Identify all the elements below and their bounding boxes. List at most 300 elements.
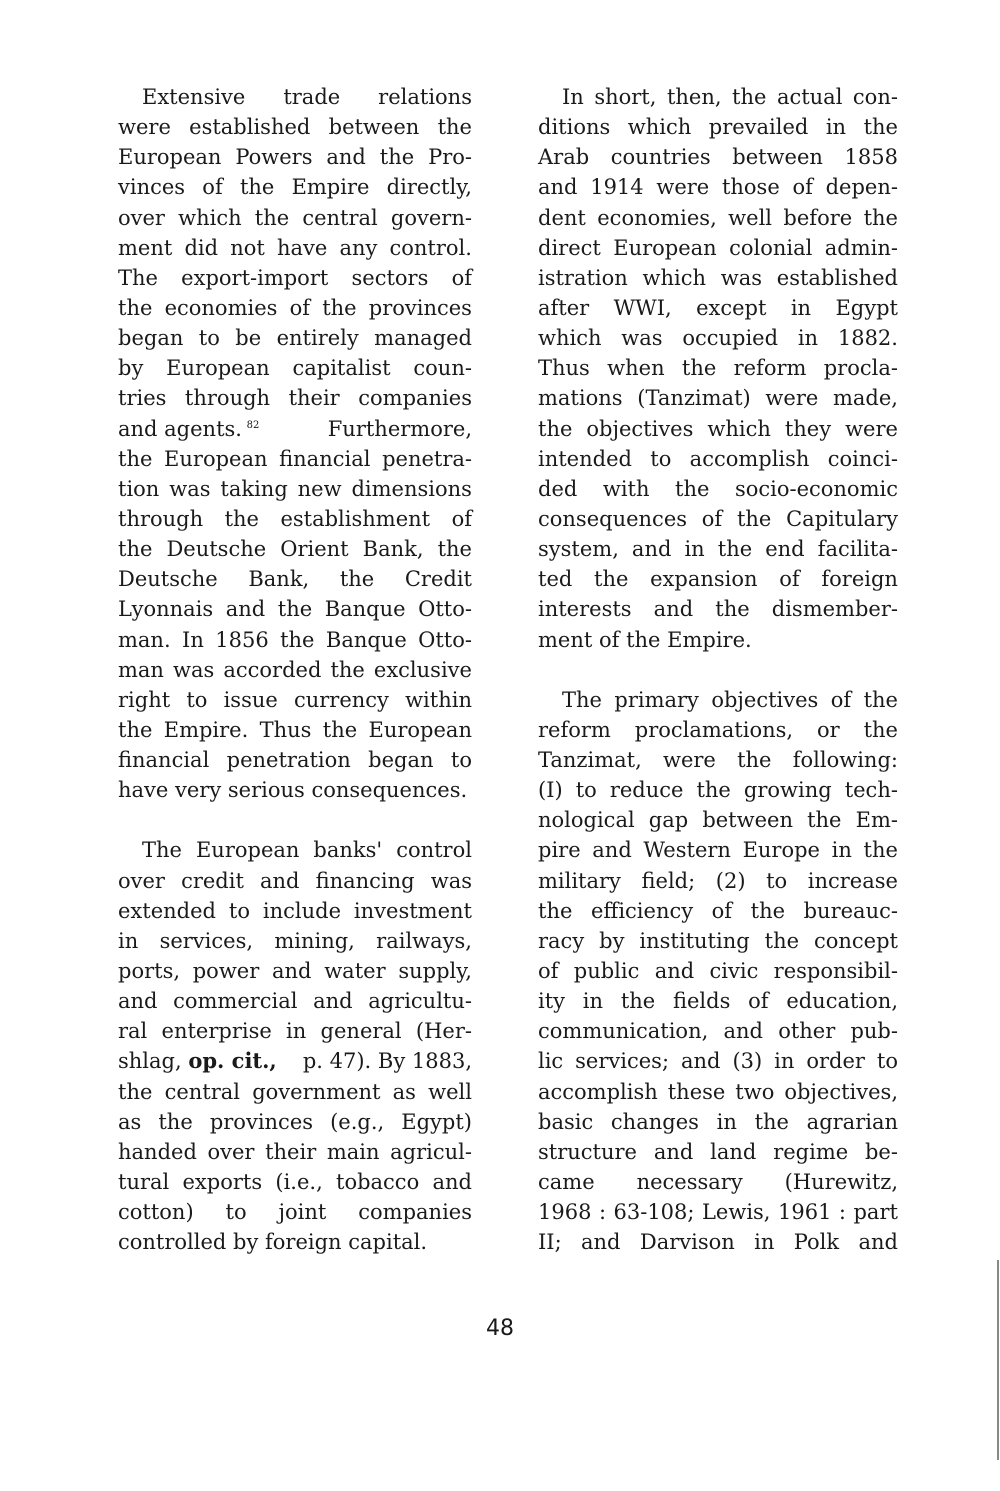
text-line	[118, 655, 472, 685]
word: in	[831, 838, 852, 863]
word: Tanzimat,	[538, 747, 642, 772]
word: the	[239, 175, 275, 200]
word: other	[778, 1019, 836, 1044]
paragraph	[538, 82, 898, 655]
word: services;	[575, 1049, 670, 1074]
word: by	[599, 928, 625, 953]
text-line-with-footnote	[118, 414, 472, 444]
word: racy	[538, 928, 585, 953]
word: (I)	[538, 778, 563, 803]
text-line	[538, 594, 898, 624]
word: Capitulary	[786, 506, 898, 531]
word: (e.g.,	[330, 1109, 385, 1134]
word: colonial	[729, 235, 813, 260]
word: which	[627, 115, 692, 140]
word: and	[653, 1139, 694, 1164]
text-line	[118, 444, 472, 474]
word: procla-	[823, 356, 898, 381]
word: Western	[643, 838, 731, 863]
text-line	[118, 233, 472, 263]
word: the	[715, 597, 750, 622]
word: be-	[864, 1139, 898, 1164]
word: The	[142, 838, 182, 863]
word: of	[779, 567, 800, 592]
word: then,	[666, 85, 722, 109]
text-line	[538, 986, 898, 1016]
word: Otto-	[418, 597, 472, 622]
word: new	[297, 476, 342, 501]
word: with	[602, 476, 650, 501]
word: was	[173, 657, 215, 682]
word: Empire	[291, 175, 370, 200]
word: investment	[353, 898, 472, 923]
word: ted	[538, 567, 573, 592]
word: establishment	[280, 506, 431, 531]
word: in	[684, 537, 705, 562]
word: socio-economic	[734, 476, 898, 501]
word: Europe	[742, 838, 820, 863]
text-line	[538, 866, 898, 896]
text-line: controlled by foreign capital.	[118, 1230, 428, 1255]
text-line	[538, 926, 898, 956]
word: established	[776, 265, 898, 290]
word: the	[437, 115, 472, 140]
word: which	[178, 205, 242, 230]
word: coun-	[413, 356, 472, 381]
text-line	[538, 1137, 898, 1167]
word: penetra-	[382, 446, 472, 471]
word: taking	[220, 476, 288, 501]
text-line	[538, 353, 898, 383]
word: govern-	[390, 205, 472, 230]
text-line	[118, 323, 472, 353]
word: increase	[807, 868, 898, 893]
word: to	[575, 778, 597, 803]
text-line	[118, 564, 472, 594]
word: tural	[118, 1169, 170, 1194]
word: between	[328, 115, 420, 140]
word: currency	[293, 687, 389, 712]
text-line	[118, 866, 472, 896]
text-line	[538, 775, 898, 805]
text-line	[538, 534, 898, 564]
word: objectives	[711, 687, 819, 712]
word: over	[207, 1139, 255, 1164]
text-line	[538, 715, 898, 745]
word: Pro-	[428, 145, 472, 170]
word: 1882.	[837, 326, 898, 351]
word: provinces	[368, 295, 472, 320]
word: and	[654, 958, 695, 983]
word: through	[184, 386, 271, 411]
word: these	[667, 1079, 726, 1104]
word: by	[118, 356, 144, 381]
word: were	[656, 175, 710, 200]
word: intended	[538, 446, 632, 471]
word: dimensions	[351, 476, 472, 501]
word: in	[774, 1049, 795, 1074]
word: instituting	[639, 928, 750, 953]
word: Darvison	[639, 1230, 735, 1255]
word: ditions	[538, 115, 611, 140]
word: was	[621, 326, 663, 351]
word: the	[764, 928, 800, 953]
word: any	[339, 235, 378, 260]
word: and	[538, 175, 578, 200]
word: as	[392, 1079, 416, 1104]
word: Banque	[324, 597, 406, 622]
text-line	[118, 594, 472, 624]
text-line	[538, 835, 898, 865]
word: penetration	[226, 748, 351, 773]
text-line	[538, 474, 898, 504]
text-line	[118, 82, 472, 112]
text-line	[118, 1197, 472, 1227]
word: before	[783, 205, 853, 230]
word: pire	[538, 838, 581, 863]
word: which	[538, 326, 602, 351]
word: reform	[733, 356, 807, 381]
word: and	[225, 597, 266, 622]
word: handed	[118, 1139, 197, 1164]
word: man	[118, 657, 164, 682]
word: companies	[358, 386, 472, 411]
text-line	[118, 142, 472, 172]
word: power	[192, 958, 260, 983]
word: the	[863, 115, 898, 140]
word: did	[184, 235, 219, 260]
word: companies	[358, 1200, 472, 1225]
text-line-with-citation	[118, 1046, 472, 1076]
word: the	[277, 597, 313, 622]
word: of	[289, 295, 311, 320]
text-fragment: shlag,	[118, 1049, 182, 1074]
text-line	[538, 414, 898, 444]
word: In	[562, 85, 584, 109]
word: credit	[181, 868, 244, 893]
paragraph	[538, 685, 898, 1258]
word: nological	[538, 808, 635, 833]
word: accomplish	[538, 1079, 658, 1104]
word: consequences	[538, 506, 688, 531]
word: not	[230, 235, 265, 260]
word: to	[225, 1200, 247, 1225]
word: European	[613, 235, 717, 260]
word: Bank,	[248, 567, 310, 592]
word: Extensive	[142, 85, 246, 109]
word: the	[681, 356, 717, 381]
word: proclamations,	[634, 717, 794, 742]
word: mations	[538, 386, 623, 411]
word: the	[863, 687, 898, 712]
text-line	[538, 142, 898, 172]
word: central	[164, 1079, 241, 1104]
word: public	[573, 958, 640, 983]
word: Credit	[404, 567, 472, 592]
word: Empire.	[163, 717, 249, 742]
word: commercial	[173, 989, 298, 1014]
page-number: 48	[486, 1316, 514, 1341]
word: civic	[709, 958, 759, 983]
word: to	[198, 326, 220, 351]
word: of	[711, 898, 733, 923]
word: those	[721, 175, 780, 200]
word: istration	[538, 265, 628, 290]
word: coinci-	[827, 446, 898, 471]
word: the	[620, 989, 656, 1014]
word: to	[228, 898, 250, 923]
word: primary	[614, 687, 699, 712]
word: 1856	[215, 627, 269, 652]
word: of	[202, 175, 223, 200]
word: the	[750, 898, 786, 923]
word: the	[339, 567, 375, 592]
word: Otto-	[418, 627, 472, 652]
word: of	[538, 958, 559, 983]
text-line	[538, 1227, 898, 1257]
word: accomplish	[689, 446, 810, 471]
word: cotton)	[118, 1200, 194, 1225]
word: and	[581, 1230, 621, 1255]
word: depen-	[825, 175, 898, 200]
word: 1961	[777, 1200, 832, 1225]
word: Powers	[235, 145, 313, 170]
word: expansion	[650, 567, 758, 592]
word: WWI,	[613, 295, 672, 320]
word: made,	[833, 386, 898, 411]
word: Em-	[855, 808, 898, 833]
word: basic	[538, 1109, 594, 1134]
word: central	[302, 205, 378, 230]
word: Lyonnais	[118, 597, 214, 622]
word: Bank,	[362, 537, 424, 562]
word: the	[330, 657, 365, 682]
word: and	[631, 537, 672, 562]
word: interests	[538, 597, 632, 622]
text-line	[118, 1016, 472, 1046]
word: the	[118, 446, 153, 471]
word: were	[662, 747, 716, 772]
text-line	[538, 263, 898, 293]
word: the	[118, 717, 153, 742]
text-line	[538, 172, 898, 202]
text-fragment: and agents.	[118, 416, 242, 441]
word: the	[118, 1079, 153, 1104]
word: well	[728, 205, 773, 230]
text-line	[118, 534, 472, 564]
text-line	[538, 233, 898, 263]
word: objectives	[586, 416, 694, 441]
word: 1968	[538, 1200, 592, 1225]
word: over	[118, 205, 165, 230]
text-line	[538, 293, 898, 323]
word: European	[164, 446, 268, 471]
word: was	[430, 868, 472, 893]
text-line	[118, 896, 472, 926]
text-line	[118, 1137, 472, 1167]
word: growing	[743, 778, 832, 803]
word: directly,	[386, 175, 472, 200]
word: dent	[538, 205, 586, 230]
word: the	[118, 295, 153, 320]
word: occupied	[682, 326, 779, 351]
word: :	[598, 1200, 607, 1225]
text-line	[118, 383, 472, 413]
text-line	[118, 835, 472, 865]
text-line	[118, 353, 472, 383]
page-edge-shadow	[997, 1260, 999, 1460]
word: structure	[538, 1139, 637, 1164]
word: 63-108;	[613, 1200, 695, 1225]
text-line	[538, 383, 898, 413]
word: exclusive	[373, 657, 472, 682]
word: and	[723, 1019, 763, 1044]
word: ral	[118, 1019, 148, 1044]
text-line	[118, 956, 472, 986]
text-line	[118, 926, 472, 956]
word: the	[863, 838, 898, 863]
word: and	[313, 989, 353, 1014]
text-line	[118, 715, 472, 745]
word: of	[701, 506, 723, 531]
word: short,	[594, 85, 657, 109]
word: over	[118, 868, 165, 893]
word: the	[675, 476, 710, 501]
word: order	[806, 1049, 865, 1074]
text-line: ment of the Empire.	[538, 627, 752, 652]
word: agricul-	[390, 1139, 472, 1164]
word: began	[368, 748, 434, 773]
word: in	[754, 1230, 775, 1255]
word: when	[607, 356, 665, 381]
word: con-	[852, 85, 898, 109]
word: ports,	[118, 958, 181, 983]
word: in	[582, 989, 604, 1014]
text-line	[118, 625, 472, 655]
word: between	[702, 808, 793, 833]
word: came	[538, 1169, 595, 1194]
word: Thus	[538, 356, 590, 381]
word: Arab	[538, 145, 590, 170]
word: government	[252, 1079, 381, 1104]
word: railways,	[376, 928, 472, 953]
word: and	[432, 1169, 472, 1194]
word: established	[189, 115, 311, 140]
word: and	[260, 868, 300, 893]
text-line	[538, 1016, 898, 1046]
word: European	[368, 717, 472, 742]
word: right	[118, 687, 171, 712]
word: Banque	[325, 627, 407, 652]
word: bureauc-	[803, 898, 898, 923]
word: capitalist	[292, 356, 391, 381]
word: trade	[283, 85, 341, 109]
text-line	[538, 1197, 898, 1227]
word: accorded	[223, 657, 322, 682]
word: economies	[164, 295, 278, 320]
word: export-import	[181, 265, 329, 290]
word: pub-	[850, 1019, 898, 1044]
word: (3)	[732, 1049, 763, 1074]
text-line: have very serious consequences.	[118, 778, 468, 803]
word: the	[322, 717, 358, 742]
left-column	[118, 82, 472, 1257]
word: and	[592, 838, 632, 863]
word: changes	[610, 1109, 699, 1134]
word: water	[324, 958, 386, 983]
word: which	[707, 416, 771, 441]
word: in	[790, 295, 812, 320]
word: 1914	[590, 175, 644, 200]
word: in	[286, 1019, 307, 1044]
text-line	[538, 564, 898, 594]
word: admin-	[824, 235, 898, 260]
word: except	[696, 295, 767, 320]
text-line	[538, 805, 898, 835]
word: agricultu-	[368, 989, 472, 1014]
text-line	[118, 203, 472, 233]
word: prevailed	[708, 115, 809, 140]
word: the	[224, 506, 259, 531]
word: the	[379, 145, 415, 170]
text-line	[538, 1107, 898, 1137]
word: part	[853, 1200, 898, 1225]
word: the	[696, 778, 731, 803]
word: agrarian	[806, 1109, 898, 1134]
word: 1858	[844, 145, 898, 170]
text-line	[118, 172, 472, 202]
word: joint	[278, 1200, 327, 1225]
word: and	[326, 145, 366, 170]
word: land	[710, 1139, 757, 1164]
word: in	[716, 1109, 737, 1134]
text-line	[118, 1077, 472, 1107]
word: vinces	[118, 175, 186, 200]
word: ment	[118, 235, 173, 260]
word: the	[280, 627, 315, 652]
word: actual	[776, 85, 843, 109]
word: extended	[118, 898, 216, 923]
text-fragment: Furthermore,	[327, 416, 472, 441]
word: tion	[118, 476, 160, 501]
word: exports	[182, 1169, 263, 1194]
word: as	[118, 1109, 142, 1134]
word: within	[405, 687, 472, 712]
text-line	[538, 956, 898, 986]
word: In	[182, 627, 204, 652]
word: Egypt	[835, 295, 898, 320]
word: control	[396, 838, 472, 863]
text-line	[538, 444, 898, 474]
word: (i.e.,	[275, 1169, 323, 1194]
word: Egypt)	[401, 1109, 472, 1134]
text-line	[538, 1077, 898, 1107]
text-line	[538, 112, 898, 142]
text-line	[118, 263, 472, 293]
word: (Tanzimat)	[637, 386, 751, 411]
word: relations	[378, 85, 472, 109]
word: ity	[538, 989, 566, 1014]
word: the	[538, 898, 573, 923]
word: man.	[118, 627, 171, 652]
word: system,	[538, 537, 619, 562]
word: Lewis,	[701, 1200, 771, 1225]
word: foreign	[821, 567, 898, 592]
word: to	[186, 687, 208, 712]
word: the	[254, 205, 290, 230]
word: or	[817, 717, 840, 742]
text-line	[118, 1107, 472, 1137]
